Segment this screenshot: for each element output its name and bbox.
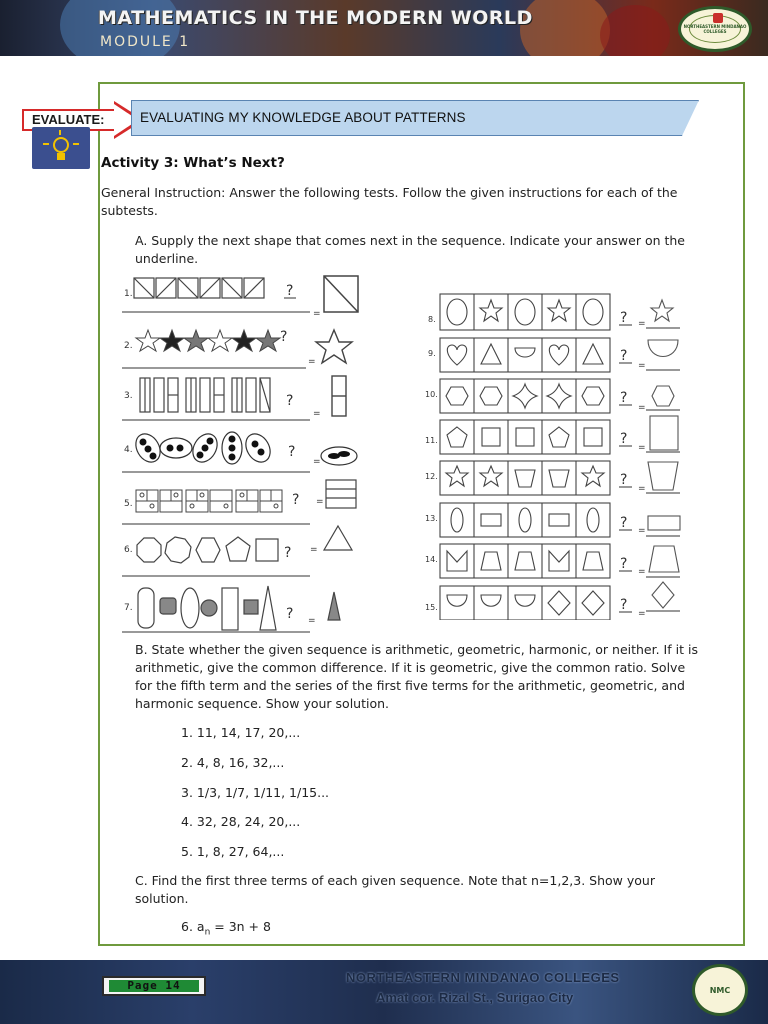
banner-decoration xyxy=(600,5,670,56)
svg-text:=: = xyxy=(308,357,316,367)
svg-text:15.: 15. xyxy=(425,603,438,612)
svg-text:?: ? xyxy=(620,515,628,531)
header-banner xyxy=(0,0,768,56)
svg-text:?: ? xyxy=(620,348,628,364)
sequence-item: 2. 4, 8, 16, 32,... xyxy=(181,755,285,770)
college-address: Amat cor. Rizal St., Surigao City xyxy=(376,990,574,1005)
svg-text:=: = xyxy=(638,609,646,619)
activity-title: Activity 3: What’s Next? xyxy=(101,155,285,171)
svg-text:?: ? xyxy=(620,556,628,572)
lightbulb-icon xyxy=(32,127,90,169)
svg-text:=: = xyxy=(310,545,318,555)
page-number: Page 14 xyxy=(109,980,199,992)
sequence-item: 4. 32, 28, 24, 20,... xyxy=(181,814,301,829)
part-c-instruction: C. Find the first three terms of each given sequence. Note that n=1,2,3. Show your solution. xyxy=(135,873,655,906)
svg-text:?: ? xyxy=(292,492,300,508)
svg-text:9.: 9. xyxy=(428,349,436,358)
svg-text:=: = xyxy=(313,457,321,467)
section-title: EVALUATING MY KNOWLEDGE ABOUT PATTERNS xyxy=(140,110,466,125)
sequence-item: 5. 1, 8, 27, 64,... xyxy=(181,844,285,859)
svg-text:?: ? xyxy=(620,472,628,488)
svg-text:?: ? xyxy=(620,431,628,447)
svg-text:14.: 14. xyxy=(425,555,438,564)
sequence-item: 3. 1/3, 1/7, 1/11, 1/15... xyxy=(181,785,330,800)
part-b-instruction: B. State whether the given sequence is arithmetic, geometric, harmonic, or neither. If it is arithmetic, give the common difference. If it is geometric, give the common ratio. Solve for the fifth term and the series of the first five terms for the arithmetic, geometric, and harmonic sequence. Show your solution. xyxy=(135,642,698,711)
svg-text:=: = xyxy=(308,616,316,626)
pattern-figure-right xyxy=(422,290,692,620)
evaluate-label: EVALUATE: xyxy=(32,112,105,127)
svg-text:5.: 5. xyxy=(124,499,133,509)
svg-text:7.: 7. xyxy=(124,603,133,613)
item-number: 1. xyxy=(124,289,133,299)
page-number-badge xyxy=(102,976,206,996)
svg-text:=: = xyxy=(638,526,646,536)
svg-text:=: = xyxy=(316,497,324,507)
college-seal-logo xyxy=(692,964,748,1016)
seal-text: NMC xyxy=(709,986,731,995)
svg-text:?: ? xyxy=(620,597,628,613)
svg-text:=: = xyxy=(638,484,646,494)
svg-text:=: = xyxy=(638,567,646,577)
college-seal-logo xyxy=(678,6,752,52)
svg-text:=: = xyxy=(638,361,646,371)
svg-text:12.: 12. xyxy=(425,472,438,481)
pattern-figure-left xyxy=(110,268,370,640)
svg-text:=: = xyxy=(638,443,646,453)
svg-text:?: ? xyxy=(284,545,292,561)
footer-banner xyxy=(0,960,768,1024)
svg-text:13.: 13. xyxy=(425,514,438,523)
svg-text:11.: 11. xyxy=(425,436,438,445)
svg-text:=: = xyxy=(313,309,321,319)
svg-text:?: ? xyxy=(286,393,294,409)
question-mark: ? xyxy=(286,283,294,299)
seal-text: NORTHEASTERN MINDANAO COLLEGES xyxy=(683,24,747,34)
svg-text:=: = xyxy=(638,319,646,329)
svg-text:?: ? xyxy=(280,329,288,345)
part-a-instruction: A. Supply the next shape that comes next in the sequence. Indicate your answer on the underline. xyxy=(135,233,685,266)
svg-text:?: ? xyxy=(286,606,294,622)
svg-text:?: ? xyxy=(620,310,628,326)
svg-text:?: ? xyxy=(288,444,296,460)
general-instruction: General Instruction: Answer the following tests. Follow the given instructions for each of the subtests. xyxy=(101,185,678,218)
module-label: MODULE 1 xyxy=(100,34,191,50)
svg-text:?: ? xyxy=(620,390,628,406)
svg-text:3.: 3. xyxy=(124,391,133,401)
svg-text:10.: 10. xyxy=(425,390,438,399)
sequence-item: 1. 11, 14, 17, 20,... xyxy=(181,725,301,740)
formula-item: 6. $a_n = 3n + 8$ xyxy=(181,919,271,938)
svg-text:=: = xyxy=(313,409,321,419)
svg-text:2.: 2. xyxy=(124,341,133,351)
banner-decoration xyxy=(520,0,610,56)
svg-text:6.: 6. xyxy=(124,545,133,555)
college-name: NORTHEASTERN MINDANAO COLLEGES xyxy=(346,970,620,985)
svg-text:8.: 8. xyxy=(428,315,436,324)
svg-text:=: = xyxy=(638,403,646,413)
document-title: MATHEMATICS IN THE MODERN WORLD xyxy=(98,7,533,29)
svg-text:4.: 4. xyxy=(124,445,133,455)
